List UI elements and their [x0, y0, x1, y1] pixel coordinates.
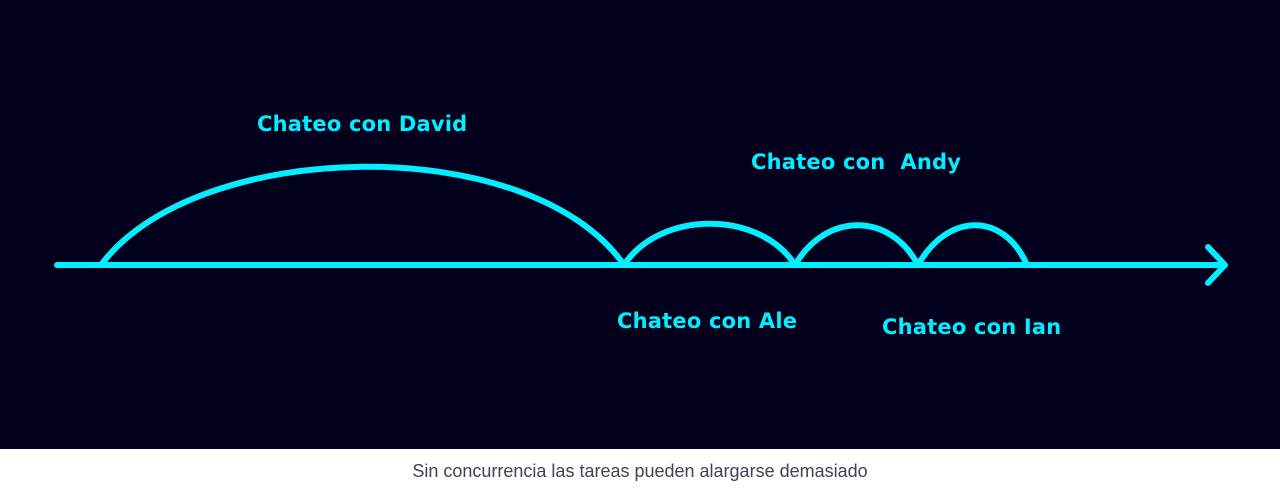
task-label-andy: Chateo con Andy [751, 150, 962, 174]
figure-caption: Sin concurrencia las tareas pueden alargarse demasiado [412, 460, 868, 481]
task-label-david: Chateo con David [257, 112, 468, 136]
task-arc-david [101, 167, 624, 265]
task-label-ale: Chateo con Ale [617, 309, 798, 333]
task-arc-ale [624, 224, 795, 265]
task-arc-ian [918, 225, 1027, 265]
task-label-ian: Chateo con Ian [882, 315, 1062, 339]
task-arc-andy [795, 225, 918, 265]
